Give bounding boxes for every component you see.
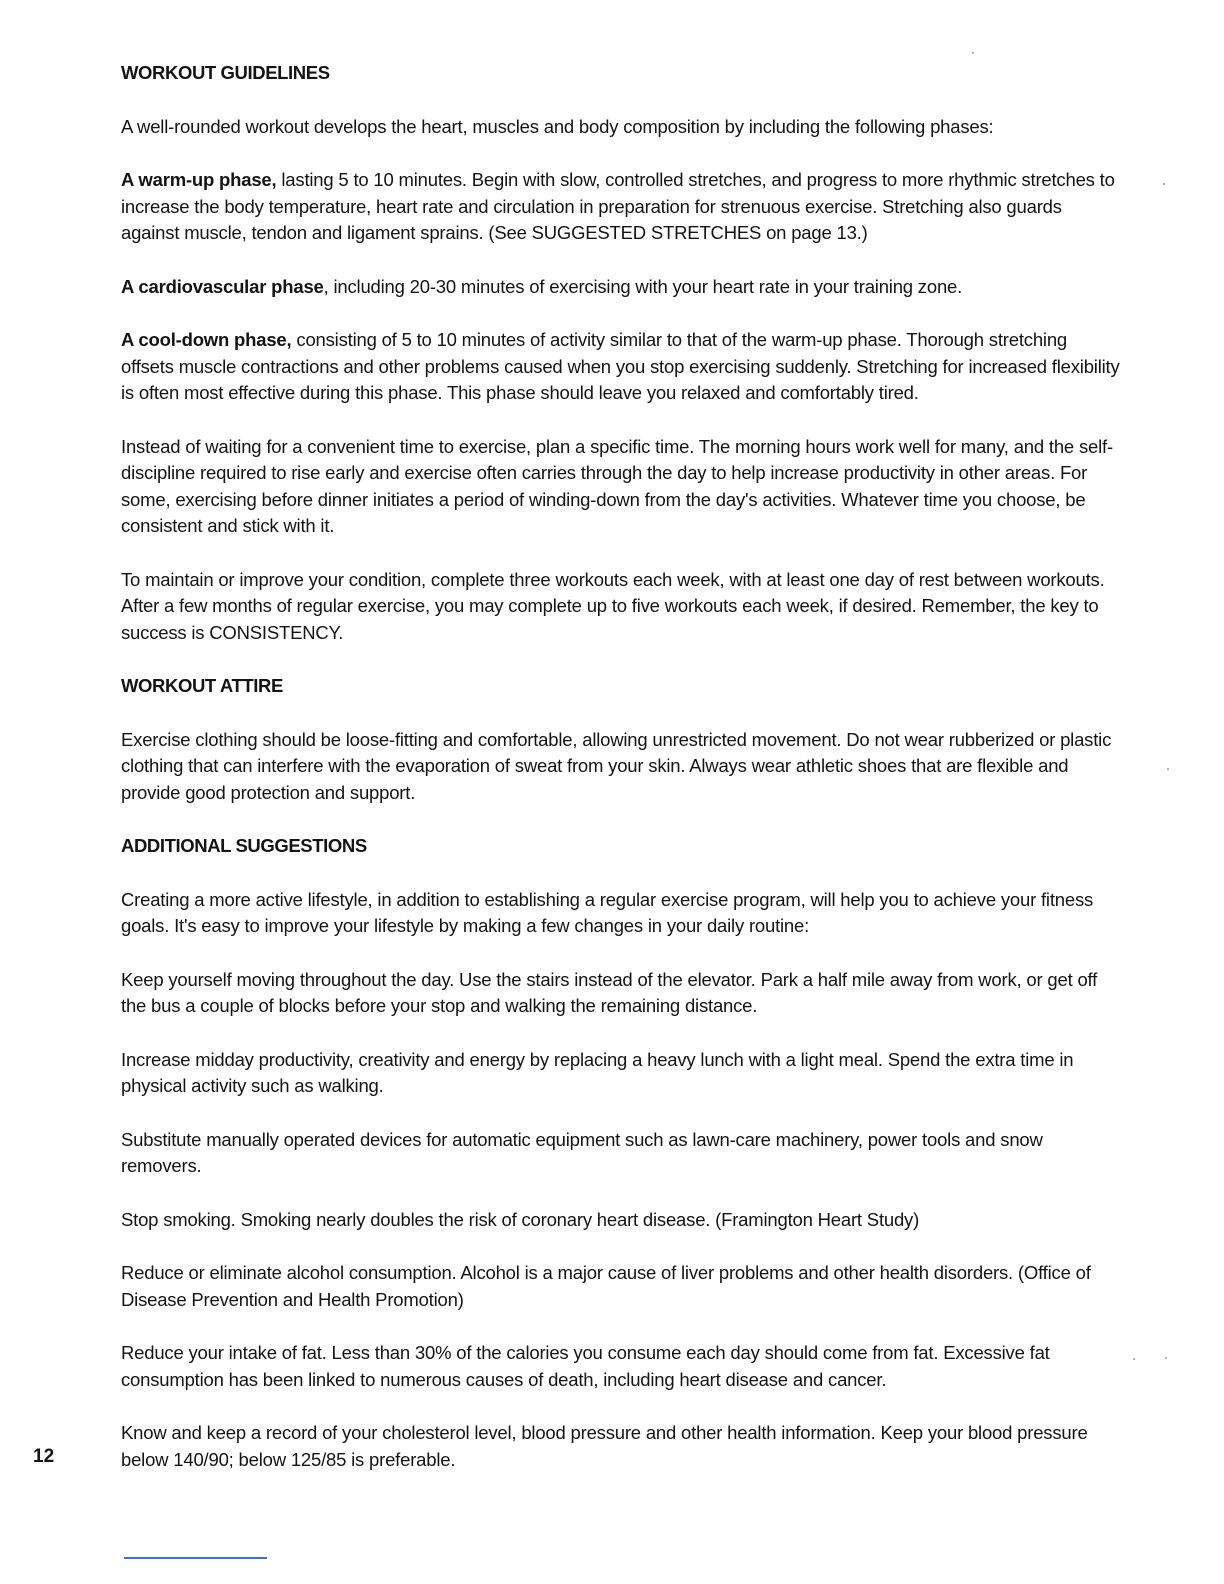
scan-speck: [1163, 183, 1165, 185]
scan-speck: [972, 52, 974, 54]
scan-speck: [1167, 768, 1169, 770]
page-number: 12: [33, 1446, 55, 1467]
warmup-lead: A warm-up phase,: [121, 169, 277, 190]
cooldown-lead: A cool-down phase,: [121, 329, 292, 350]
cooldown-text: consisting of 5 to 10 minutes of activity similar to that of the warm-up phase. Thorough stretching offsets muscle contractions and other problems caused when you stop exercising suddenly. Stretching for increased flexibility is often most effective during this phase. This phase should leave you relaxed and comfortably tired.: [121, 329, 1120, 403]
scan-speck: [1165, 1357, 1167, 1359]
schedule-paragraph: Instead of waiting for a convenient time to exercise, plan a specific time. The morning hours work well for many, and the self-discipline required to rise early and exercise often carries through the day to help increase productivity in other areas. For some, exercising before dinner initiates a period of winding-down from the day's activities. Whatever time you choose, be consistent and stick with it.: [121, 435, 1113, 536]
footer-rule: [124, 1557, 267, 1559]
cardio-text: , including 20-30 minutes of exercising with your heart rate in your training zone.: [323, 275, 963, 297]
suggestion-item: Reduce your intake of fat. Less than 30% of the calories you consume each day should come from fat. Excessive fat consumption has been linked to numerous causes of death, including heart disease and cancer.: [121, 1342, 1050, 1390]
heading-workout-guidelines: WORKOUT GUIDELINES: [121, 62, 330, 83]
cardio-lead: A cardiovascular phase: [121, 275, 324, 297]
heading-additional-suggestions: ADDITIONAL SUGGESTIONS: [121, 835, 367, 856]
warmup-text: lasting 5 to 10 minutes. Begin with slow, controlled stretches, and progress to more rhythmic stretches to increase the body temperature, heart rate and circulation in preparation for strenuous exercise. Stretching also guards against muscle, tendon and ligament sprains. (See SUGGESTED STRETCHES on page 13.): [121, 169, 1115, 243]
warmup-paragraph: [121, 167, 1121, 247]
cardio-paragraph: [121, 274, 1121, 301]
intro-paragraph: A well-rounded workout develops the heart, muscles and body composition by including the following phases:: [121, 115, 994, 137]
cooldown-paragraph: [121, 327, 1121, 407]
attire-paragraph: Exercise clothing should be loose-fitting and comfortable, allowing unrestricted movement. Do not wear rubberized or plastic clothing that can interfere with the evaporation of sweat from your skin. Always wear athletic shoes that are flexible and provide good protection and support.: [121, 728, 1112, 803]
scan-speck: [1133, 1358, 1135, 1360]
suggestion-item: Know and keep a record of your cholesterol level, blood pressure and other health information. Keep your blood pressure below 140/90; below 125/85 is preferable.: [121, 1422, 1088, 1470]
page-content: [121, 60, 1121, 1500]
suggestion-item: Increase midday productivity, creativity and energy by replacing a heavy lunch with a light meal. Spend the extra time in physical activity such as walking.: [121, 1048, 1074, 1096]
suggestion-item: Keep yourself moving throughout the day. Use the stairs instead of the elevator. Park a half mile away from work, or get off the bus a couple of blocks before your stop and walking the remaining distance.: [121, 968, 1098, 1016]
suggestion-item: Stop smoking. Smoking nearly doubles the risk of coronary heart disease. (Framington Heart Study): [121, 1208, 920, 1230]
suggestion-item: Reduce or eliminate alcohol consumption. Alcohol is a major cause of liver problems and other health disorders. (Office of Disease Prevention and Health Promotion): [121, 1262, 1091, 1310]
consistency-paragraph: To maintain or improve your condition, complete three workouts each week, with at least one day of rest between workouts. After a few months of regular exercise, you may complete up to five workouts each week, if desired. Remember, the key to success is CONSISTENCY.: [121, 568, 1105, 643]
suggestion-item: Substitute manually operated devices for automatic equipment such as lawn-care machinery, power tools and snow removers.: [121, 1128, 1043, 1176]
heading-workout-attire: WORKOUT ATTIRE: [121, 675, 283, 696]
suggestions-intro: Creating a more active lifestyle, in addition to establishing a regular exercise program, will help you to achieve your fitness goals. It's easy to improve your lifestyle by making a few changes in your daily routine:: [121, 888, 1094, 936]
